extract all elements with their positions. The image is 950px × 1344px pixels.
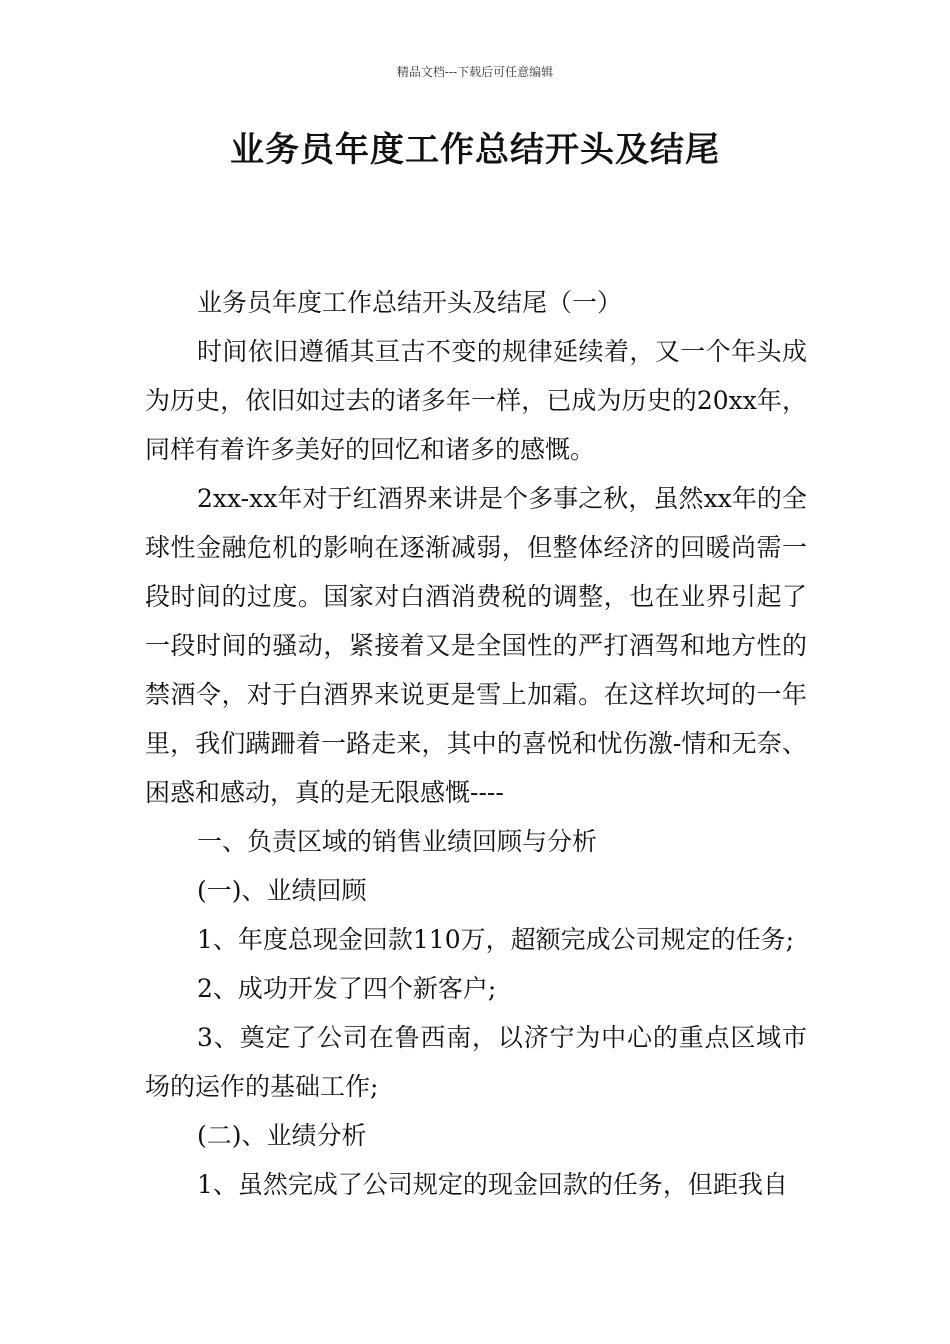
section-heading: 业务员年度工作总结开头及结尾（一） xyxy=(197,288,623,317)
document-title: 业务员年度工作总结开头及结尾 xyxy=(230,130,720,170)
subsection-heading: (二)、业绩分析 xyxy=(197,1121,367,1150)
list-item: 1、年度总现金回款110万，超额完成公司规定的任务; xyxy=(197,925,795,954)
header-note: 精品文档---下载后可任意编辑 xyxy=(396,65,554,79)
subsection-heading: (一)、业绩回顾 xyxy=(197,876,367,905)
paragraph: 时间依旧遵循其亘古不变的规律延续着，又一个年头成为历史，依旧如过去的诸多年一样，已成为历史的20xx年，同样有着许多美好的回忆和诸多的感慨。 xyxy=(145,337,807,464)
paragraph: 2xx-xx年对于红酒界来讲是个多事之秋，虽然xx年的全球性金融危机的影响在逐渐减弱，但整体经济的回暖尚需一段时间的过度。国家对白酒消费税的调整，也在业界引起了一段时间的骚动，紧接着又是全国性的严打酒驾和地方性的禁酒令，对于白酒界来说更是雪上加霜。在这样坎坷的一年里，我们蹒跚着一路走来，其中的喜悦和忧伤激-情和无奈、困惑和感动，真的是无限感慨---- xyxy=(145,484,807,807)
section-heading: 一、负责区域的销售业绩回顾与分析 xyxy=(197,827,598,856)
document-body xyxy=(145,278,807,1209)
list-item: 3、奠定了公司在鲁西南，以济宁为中心的重点区域市场的运作的基础工作; xyxy=(145,1023,807,1101)
list-item: 2、成功开发了四个新客户; xyxy=(197,974,497,1003)
list-item: 1、虽然完成了公司规定的现金回款的任务，但距我自 xyxy=(197,1170,788,1199)
